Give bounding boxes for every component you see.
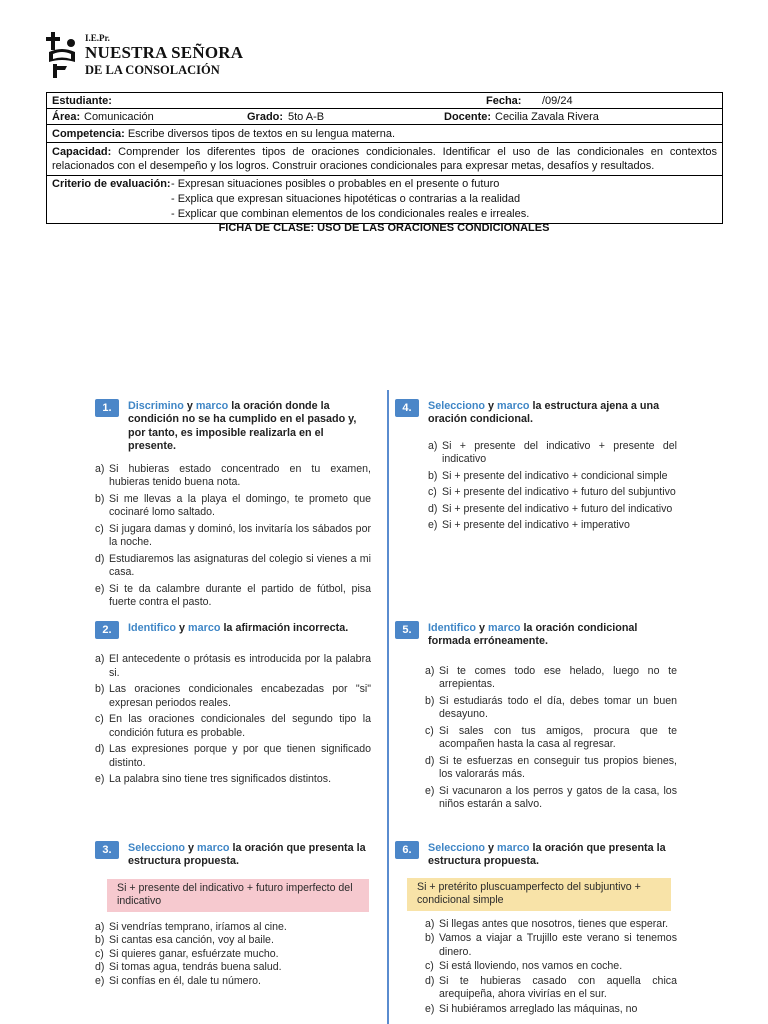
exercise-heading: 3. Selecciono y marco la oración que presenta la estructura propuesta. bbox=[95, 842, 379, 869]
school-crest-icon bbox=[45, 32, 79, 78]
option-item[interactable]: d) Si te esfuerzas en conseguir tus propios bienes, los valorarás más. bbox=[425, 754, 677, 781]
exercise-heading: 5. Identifico y marco la oración condicional formada erróneamente. bbox=[395, 622, 677, 649]
option-item[interactable]: c) En las oraciones condicionales del segundo tipo la condición futura es probable. bbox=[95, 713, 371, 739]
teacher-label: Docente: bbox=[444, 111, 492, 123]
info-row-student bbox=[47, 93, 722, 109]
option-item[interactable]: c) Si sales con tus amigos, procura que te acompañen hasta la casa al regresar. bbox=[425, 724, 677, 751]
option-item[interactable]: d) Si tomas agua, tendrás buena salud. bbox=[95, 961, 282, 974]
exercise-number: 5. bbox=[395, 621, 419, 639]
option-item[interactable]: b) Las oraciones condicionales encabezadas por "si" expresan periodos reales. bbox=[95, 683, 371, 709]
option-list bbox=[95, 921, 379, 989]
school-logo bbox=[45, 30, 245, 80]
criterio-item: - Explicar que combinan elementos de los condicionales reales e irreales. bbox=[171, 208, 530, 220]
option-item[interactable]: e) Si te da calambre durante el partido de fútbol, pisa fuerte contra el pasto. bbox=[95, 582, 371, 609]
option-list bbox=[95, 463, 371, 610]
structure-box: Si + presente del indicativo + futuro imperfecto del indicativo bbox=[107, 879, 369, 912]
exercise-heading: 6. Selecciono y marco la oración que presenta la estructura propuesta. bbox=[395, 842, 677, 869]
competencia-label: Competencia: bbox=[52, 128, 125, 140]
exercise-6 bbox=[395, 842, 677, 1017]
option-item[interactable]: a) Si vendrías temprano, iríamos al cine. bbox=[95, 920, 287, 933]
student-label: Estudiante: bbox=[52, 95, 112, 107]
option-item[interactable]: c) Si está lloviendo, nos vamos en coche. bbox=[425, 960, 623, 973]
info-row-competencia bbox=[47, 125, 722, 143]
exercise-number: 4. bbox=[395, 399, 419, 417]
exercise-1 bbox=[95, 400, 371, 613]
info-row-capacidad bbox=[47, 143, 722, 176]
exercise-3 bbox=[95, 842, 379, 988]
grade-label: Grado: bbox=[247, 111, 284, 123]
option-item[interactable]: b) Si estudiarás todo el día, debes tomar un buen desayuno. bbox=[425, 694, 677, 721]
exercise-number: 3. bbox=[95, 841, 119, 859]
teacher-value: Cecilia Zavala Rivera bbox=[495, 111, 599, 123]
option-item[interactable]: e) Si hubiéramos arreglado las máquinas, no bbox=[425, 1002, 638, 1015]
exercise-number: 1. bbox=[95, 399, 119, 417]
option-item[interactable]: b) Si me llevas a la playa el domingo, te prometo que cocinaré lomo saltado. bbox=[95, 492, 371, 519]
exercise-heading: 4. Selecciono y marco la estructura ajena a una oración condicional. bbox=[395, 400, 677, 427]
area-label: Área: bbox=[52, 111, 81, 123]
option-item[interactable]: c) Si quieres ganar, esfuérzate mucho. bbox=[95, 947, 279, 960]
competencia-value: Escribe diversos tipos de textos en su lengua materna. bbox=[127, 128, 396, 140]
exercise-number: 2. bbox=[95, 621, 119, 639]
option-item[interactable]: c) Si jugara damas y dominó, los invitaría los sábados por la noche. bbox=[95, 522, 371, 549]
school-subtitle: DE LA CONSOLACIÓN bbox=[85, 63, 220, 77]
option-item[interactable]: a) Si hubieras estado concentrado en tu examen, hubieras tenido buena nota. bbox=[95, 462, 371, 489]
info-row-criterio bbox=[47, 176, 722, 223]
exercise-4 bbox=[395, 400, 677, 536]
criterio-item: - Expresan situaciones posibles o probables en el presente o futuro bbox=[171, 178, 500, 190]
option-item[interactable]: d) Las expresiones porque y por que tienen significado distinto. bbox=[95, 743, 371, 769]
criterio-item: - Explica que expresan situaciones hipotéticas o contrarias a la realidad bbox=[171, 193, 521, 205]
school-name: NUESTRA SEÑORA bbox=[85, 43, 244, 62]
exercise-5 bbox=[395, 622, 677, 815]
option-item[interactable]: b) Si cantas esa canción, voy al baile. bbox=[95, 934, 274, 947]
option-item[interactable]: a) Si llegas antes que nosotros, tienes que esperar. bbox=[425, 917, 669, 930]
date-label: Fecha: bbox=[486, 95, 522, 107]
grade-value: 5to A-B bbox=[288, 111, 325, 123]
info-table bbox=[46, 92, 723, 224]
info-row-area bbox=[47, 109, 722, 125]
option-item[interactable]: e) Si + presente del indicativo + imperativo bbox=[428, 519, 630, 532]
option-item[interactable]: b) Si + presente del indicativo + condicional simple bbox=[428, 469, 668, 482]
structure-box: Si + pretérito pluscuamperfecto del subjuntivo + condicional simple bbox=[407, 878, 671, 911]
date-value: /09/24 bbox=[542, 95, 573, 107]
exercise-heading: 1. Discrimino y marco la oración donde la condición no se ha cumplido en el pasado y, por tanto, es imposible realizarla en el presente. bbox=[95, 400, 371, 454]
option-item[interactable]: d) Si te hubieras casado con aquella chica arequipeña, ahora vivirías en el sur. bbox=[425, 974, 677, 1001]
criterio-label: Criterio de evaluación: bbox=[52, 178, 171, 190]
option-item[interactable]: c) Si + presente del indicativo + futuro del subjuntivo bbox=[428, 486, 676, 499]
option-item[interactable]: d) Estudiaremos las asignaturas del colegio si vienes a mi casa. bbox=[95, 552, 371, 579]
capacidad-value: Comprender los diferentes tipos de oraciones condicionales. Identificar el uso de las condicionales en contextos relacionados con el desempeño y los logros. Construir oraciones condicionales para expresar metas, desafíos y resultados. bbox=[52, 146, 717, 172]
page-title: FICHA DE CLASE: USO DE LAS ORACIONES CONDICIONALES bbox=[218, 222, 550, 234]
column-divider bbox=[387, 390, 389, 1024]
capacidad-label: Capacidad: bbox=[52, 146, 112, 158]
option-item[interactable]: b) Vamos a viajar a Trujillo este verano si tenemos dinero. bbox=[425, 932, 677, 958]
option-item[interactable]: e) La palabra sino tiene tres significados distintos. bbox=[95, 773, 332, 786]
option-item[interactable]: a) Si + presente del indicativo + presente del indicativo bbox=[428, 439, 677, 466]
school-prefix: I.E.Pr. bbox=[85, 33, 110, 43]
area-value: Comunicación bbox=[84, 111, 154, 123]
option-list bbox=[395, 440, 677, 533]
option-item[interactable]: a) Si te comes todo ese helado, luego no te arrepientas. bbox=[425, 664, 677, 691]
exercise-number: 6. bbox=[395, 841, 419, 859]
option-item[interactable]: e) Si vacunaron a los perros y gatos de la casa, los niños estarán a salvo. bbox=[425, 784, 677, 811]
option-list bbox=[395, 918, 677, 1017]
option-item[interactable]: a) El antecedente o prótasis es introducida por la palabra si. bbox=[95, 653, 371, 679]
exercise-heading: 2. Identifico y marco la afirmación incorrecta. bbox=[95, 622, 371, 635]
option-item[interactable]: d) Si + presente del indicativo + futuro del indicativo bbox=[428, 502, 673, 515]
option-list bbox=[95, 653, 371, 787]
option-item[interactable]: e) Si confías en él, dale tu número. bbox=[95, 974, 261, 987]
option-list bbox=[395, 665, 677, 812]
exercise-2 bbox=[95, 622, 371, 790]
